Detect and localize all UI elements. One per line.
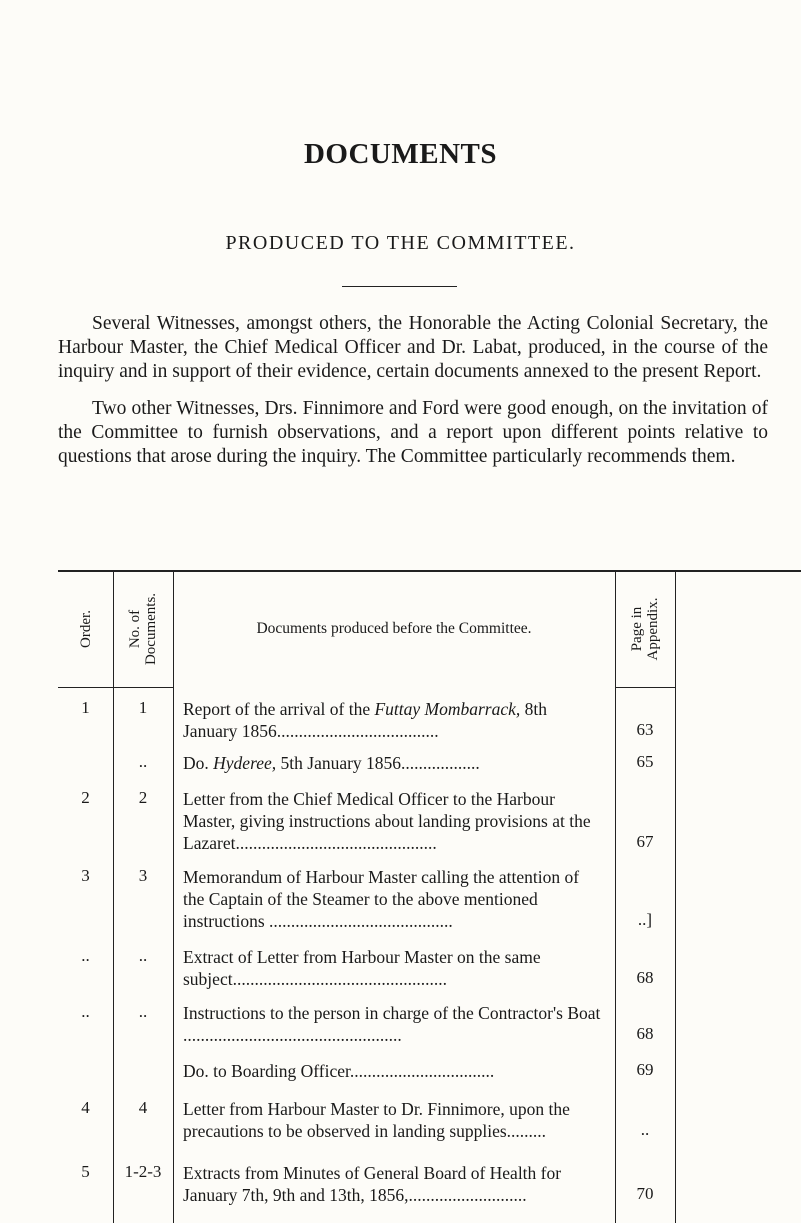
header-documents: Documents produced before the Committee. — [256, 620, 532, 637]
table-row: Do. to Boarding Officer................................. — [183, 1061, 495, 1081]
header-order: Order. — [77, 610, 94, 648]
row-page: 67 — [636, 832, 654, 851]
row-page: .. — [640, 1120, 650, 1139]
row-number: .. — [138, 752, 148, 771]
row-page: 69 — [636, 1060, 654, 1079]
row-order: 2 — [81, 788, 90, 807]
header-rule-page — [615, 687, 675, 688]
row-number: 4 — [138, 1098, 148, 1117]
column-divider — [675, 570, 676, 1223]
header-page: Page in Appendix. — [629, 597, 661, 661]
table-row: Report of the arrival of the Futtay Mombarrack, 8th January 1856..................................... — [183, 699, 548, 741]
header-rule-order — [58, 687, 113, 688]
row-page: 70 — [636, 1184, 654, 1203]
documents-table — [58, 570, 801, 1223]
table-row: Letter from Harbour Master to Dr. Finnimore, upon the precautions to be observed in landing supplies......... — [183, 1099, 570, 1141]
table-row: Extract of Letter from Harbour Master on the same subject................................................. — [183, 947, 541, 989]
column-divider — [173, 570, 174, 1223]
table-row: Do. Hyderee, 5th January 1856.................. — [183, 753, 480, 773]
page-title: DOCUMENTS — [303, 138, 497, 170]
row-page: ..] — [637, 910, 653, 929]
row-order: 4 — [81, 1098, 90, 1117]
table-row: Memorandum of Harbour Master calling the attention of the Captain of the Steamer to the above mentioned instructions .......................................... — [183, 867, 580, 931]
row-number: .. — [138, 1002, 148, 1021]
table-row: Extracts from Minutes of General Board of Health for January 7th, 9th and 13th, 1856,........................... — [183, 1163, 562, 1205]
second-paragraph: Two other Witnesses, Drs. Finnimore and Ford were good enough, on the invitation of the Committee to furnish observations, and a report upon different points relative to questions that arose during the inquiry. The Committee particularly recommends them. — [58, 398, 768, 467]
title-divider — [342, 286, 457, 287]
intro-paragraph: Several Witnesses, amongst others, the Honorable the Acting Colonial Secretary, the Harbour Master, the Chief Medical Officer and Dr. Labat, produced, in the course of the inquiry and in support of their evidence, certain documents annexed to the present Report. — [58, 313, 768, 382]
row-page: 63 — [636, 720, 654, 739]
row-page: 68 — [636, 1024, 654, 1043]
header-rule-num — [113, 687, 173, 688]
row-order: .. — [81, 1002, 90, 1021]
table-row: Instructions to the person in charge of the Contractor's Boat .................................................. — [183, 1003, 601, 1045]
row-order: .. — [81, 946, 90, 965]
row-order: 3 — [81, 866, 90, 885]
table-row: Letter from the Chief Medical Officer to the Harbour Master, giving instructions about landing provisions at the Lazaret.............................................. — [183, 789, 591, 853]
table-top-rule — [58, 570, 801, 572]
row-order: 1 — [81, 698, 90, 717]
row-page: 68 — [636, 968, 654, 987]
row-number: 1 — [138, 698, 148, 717]
row-page: 65 — [636, 752, 654, 771]
row-order: 5 — [81, 1162, 90, 1181]
page-subtitle: PRODUCED TO THE COMMITTEE. — [225, 232, 576, 254]
row-number: .. — [138, 946, 148, 965]
row-number: 3 — [138, 866, 148, 885]
row-number: 1-2-3 — [124, 1162, 162, 1181]
header-number: No. of Documents. — [127, 592, 159, 666]
row-number: 2 — [138, 788, 148, 807]
